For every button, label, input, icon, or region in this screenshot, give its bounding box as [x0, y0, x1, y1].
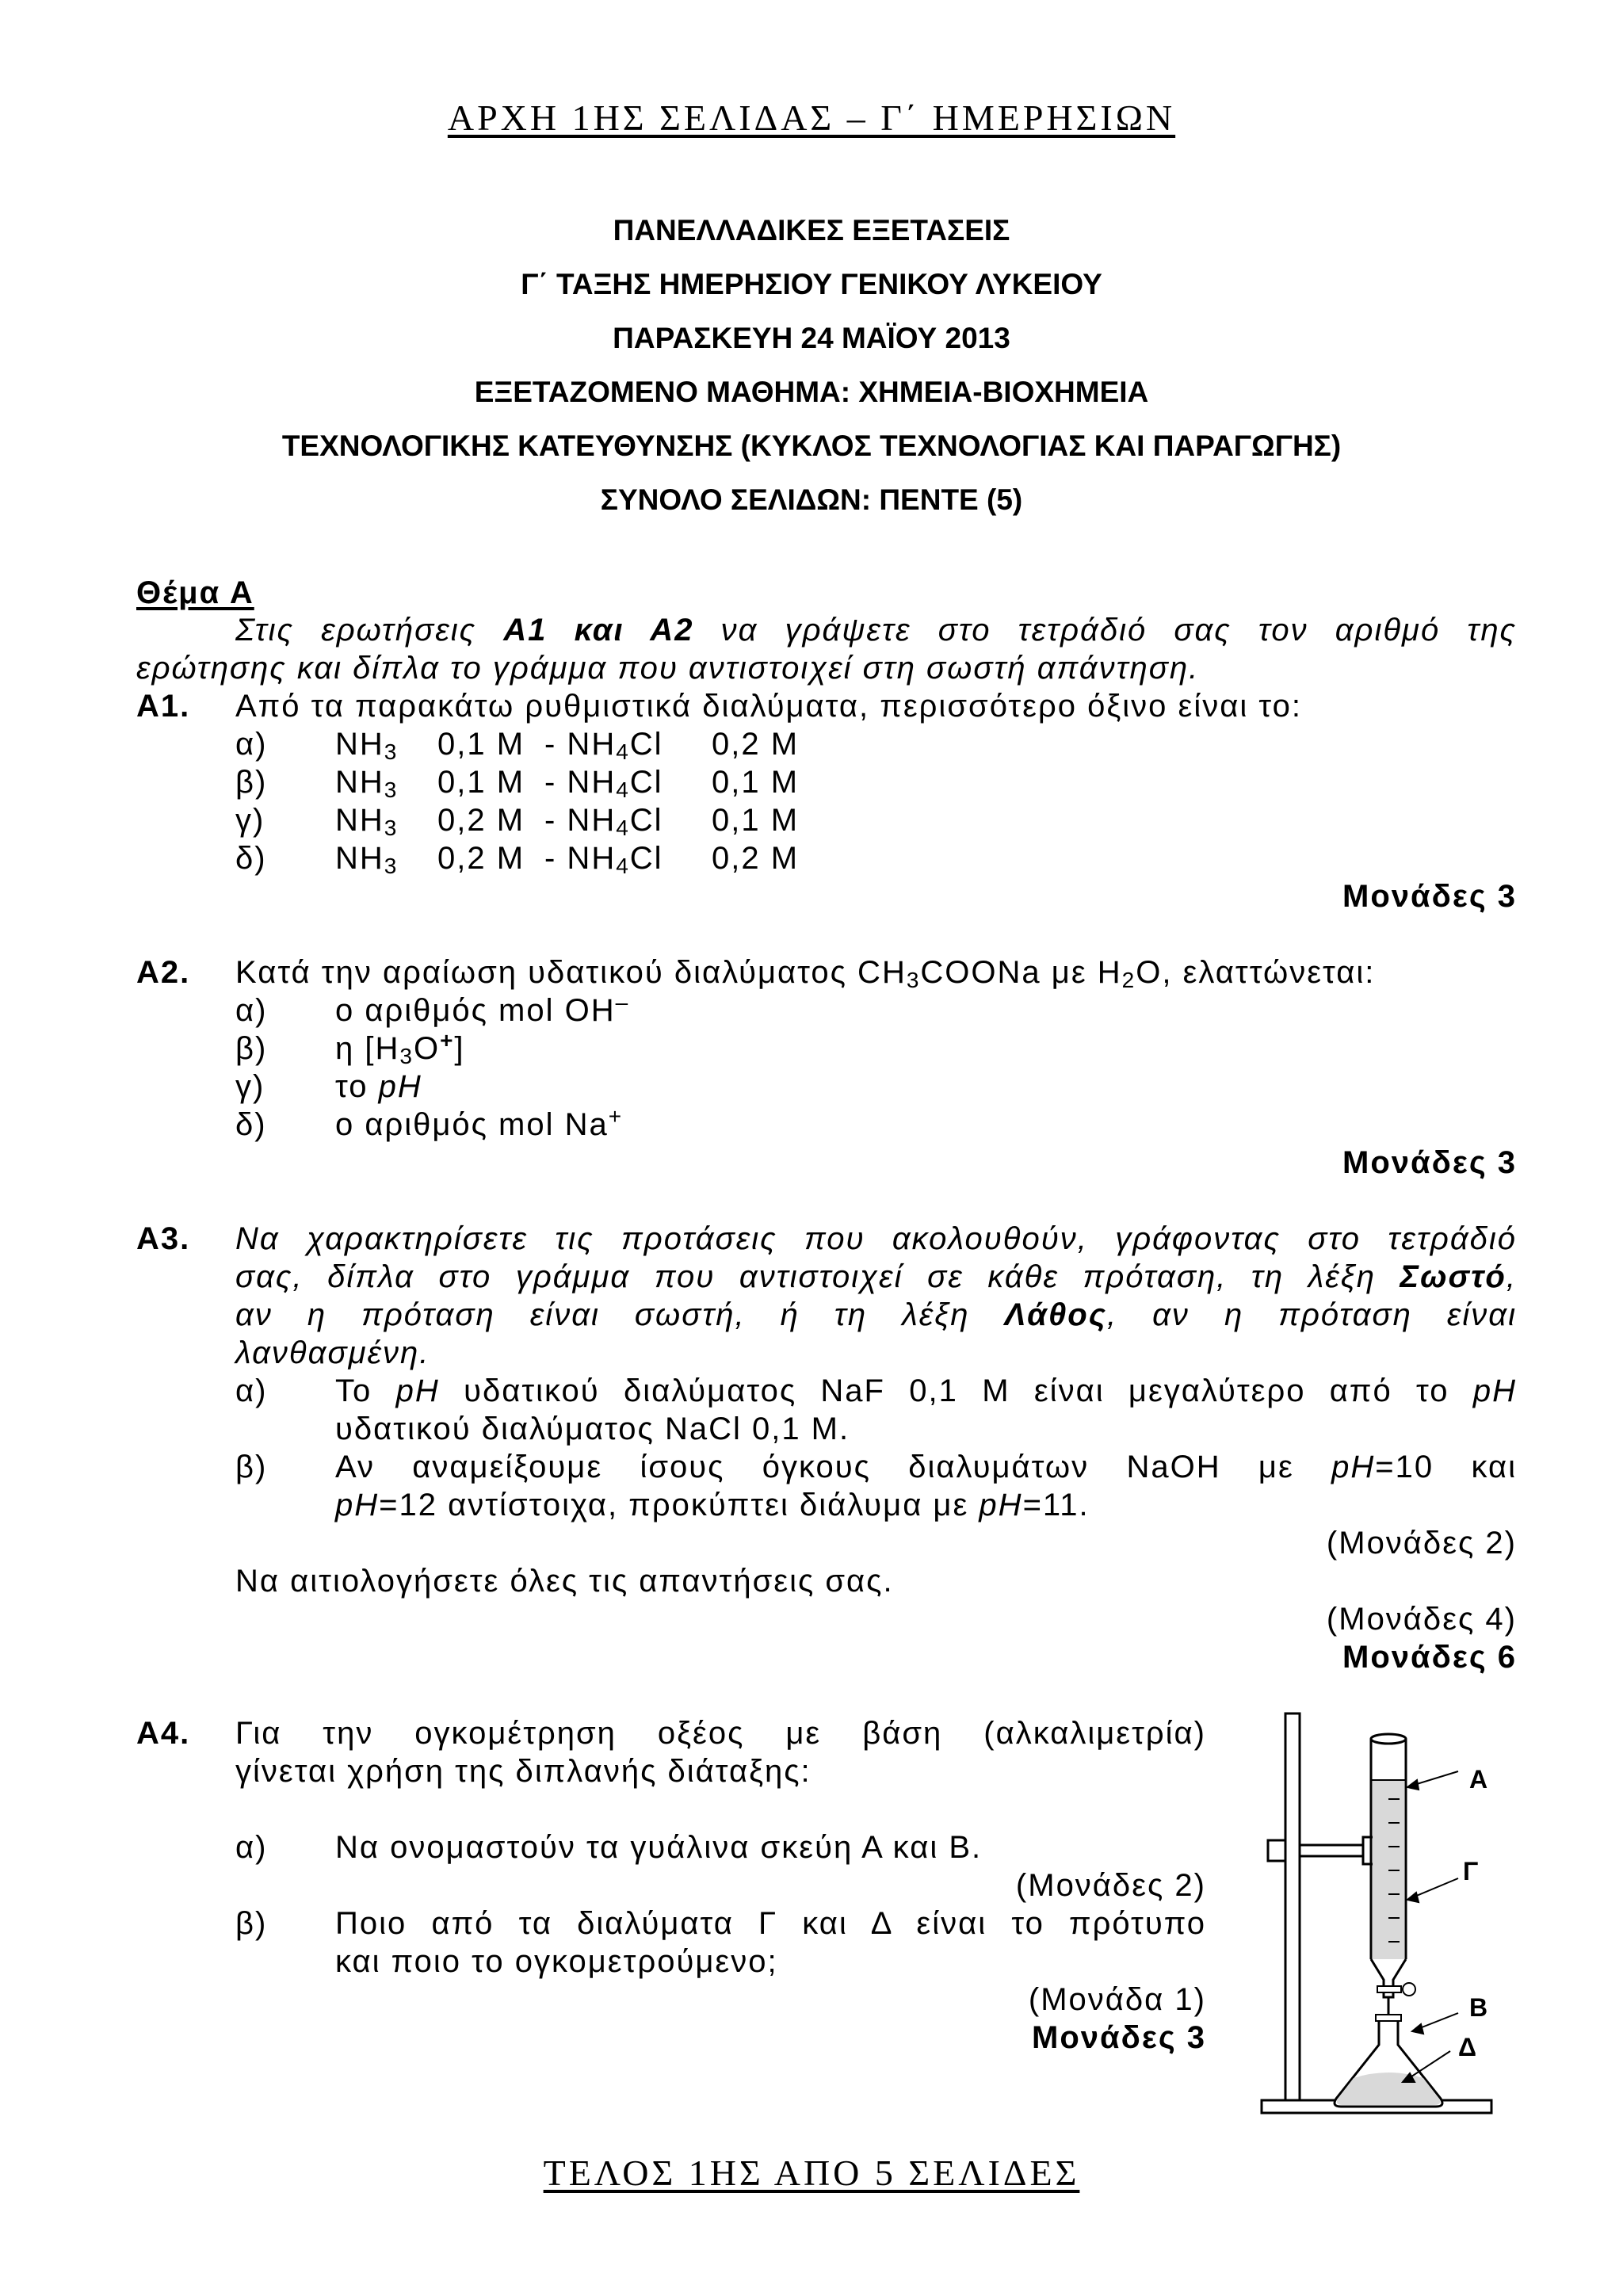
label-a: Α	[1469, 1765, 1488, 1794]
a2-option-a-letter: α)	[235, 993, 268, 1028]
a4-b-letter: β)	[235, 1906, 268, 1941]
a3-a-line-1: Το pH υδατικού διαλύματος NaF 0,1 M είναι μεγαλύτερο από το pH	[335, 1373, 1517, 1408]
label-b: Β	[1469, 1993, 1488, 2022]
a3-label: Α3.	[136, 1221, 191, 1256]
a4-label: Α4.	[136, 1716, 191, 1751]
a4-marks-a: (Μονάδες 2)	[1015, 1868, 1206, 1903]
a2-label: Α2.	[136, 955, 191, 990]
a3-line-1: Να χαρακτηρίσετε τις προτάσεις που ακολουθούν, γράφοντας στο τετράδιό	[235, 1221, 1517, 1256]
a2-option-c: το pH	[335, 1069, 422, 1104]
a2-option-a: ο αριθμός mol OH–	[335, 990, 630, 1028]
page-footer: ΤΕΛΟΣ 1ΗΣ ΑΠΟ 5 ΣΕΛΙΔΕΣ	[543, 2153, 1080, 2193]
a3-marks-b: (Μονάδες 4)	[1326, 1602, 1517, 1637]
a3-a-line-2: υδατικού διαλύματος NaCl 0,1 M.	[335, 1412, 850, 1446]
a4-line-2: γίνεται χρήση της διπλανής διάταξης:	[235, 1754, 812, 1789]
a3-a-letter: α)	[235, 1373, 268, 1408]
a4-b-line-1: Ποιο από τα διαλύματα Γ και Δ είναι το πρότυπο	[335, 1906, 1206, 1941]
a2-option-b-letter: β)	[235, 1031, 268, 1066]
a1-marks: Μονάδες 3	[1342, 879, 1517, 914]
page-header: ΑΡΧΗ 1ΗΣ ΣΕΛΙΔΑΣ – Γ΄ ΗΜΕΡΗΣΙΩΝ	[447, 97, 1176, 138]
burette	[1371, 1734, 1415, 2021]
arrows	[1403, 1771, 1458, 2082]
a3-justify: Να αιτιολογήσετε όλες τις απαντήσεις σας.	[235, 1564, 894, 1599]
a4-marks-b: (Μονάδα 1)	[1028, 1982, 1206, 2017]
a2-option-b: η $[H_3O^+]$	[335, 1028, 465, 1068]
stand-rod	[1285, 1713, 1300, 2110]
a2-question: Κατά την αραίωση υδατικού διαλύματος $CH_3COONa$ με $H_2O$, ελαττώνεται:	[235, 955, 1376, 992]
label-d: Δ	[1458, 2033, 1476, 2061]
a4-a-letter: α)	[235, 1830, 268, 1865]
a3-b-line-1: Αν αναμείξουμε ίσους όγκους διαλυμάτων NaOH με pH=10 και	[335, 1450, 1517, 1484]
a2-option-d: ο αριθμός mol Na+	[335, 1104, 624, 1142]
a3-marks: Μονάδες 6	[1342, 1640, 1517, 1675]
a4-b-line-2: και ποιο το ογκομετρούμενο;	[335, 1944, 778, 1979]
conical-flask	[1335, 2015, 1442, 2107]
a3-line-4: λανθασμένη.	[235, 1335, 430, 1370]
title-line-4: ΕΞΕΤΑΖΟΜΕΝΟ ΜΑΘΗΜΑ: ΧΗΜΕΙΑ-ΒΙΟΧΗΜΕΙΑ	[474, 376, 1149, 408]
title-line-1: ΠΑΝΕΛΛΑΔΙΚΕΣ ΕΞΕΤΑΣΕΙΣ	[613, 214, 1010, 246]
a4-a-text: Να ονομαστούν τα γυάλινα σκεύη Α και Β.	[335, 1830, 983, 1865]
burette-clamp	[1268, 1837, 1374, 1864]
title-line-5: ΤΕΧΝΟΛΟΓΙΚΗΣ ΚΑΤΕΥΘΥΝΣΗΣ (ΚΥΚΛΟΣ ΤΕΧΝΟΛΟΓΙΑΣ ΚΑΙ ΠΑΡΑΓΩΓΗΣ)	[281, 430, 1342, 462]
a1-question: Από τα παρακάτω ρυθμιστικά διαλύματα, περισσότερο όξινο είναι το:	[235, 689, 1302, 724]
theme-heading: Θέμα Α	[136, 575, 254, 610]
theme-intro-line2: ερώτησης και δίπλα το γράμμα που αντιστοιχεί στη σωστή απάντηση.	[136, 651, 1200, 686]
a2-option-d-letter: δ)	[235, 1107, 267, 1142]
a3-b-line-2: pH=12 αντίστοιχα, προκύπτει διάλυμα με pH=11.	[335, 1488, 1090, 1522]
a3-line-3: αν η πρόταση είναι σωστή, ή τη λέξη Λάθος, αν η πρόταση είναι	[235, 1297, 1518, 1332]
title-line-3: ΠΑΡΑΣΚΕΥΗ 24 ΜΑΪΟΥ 2013	[613, 322, 1010, 354]
a3-marks-a: (Μονάδες 2)	[1326, 1526, 1517, 1561]
a4-line-1: Για την ογκομέτρηση οξέος με βάση (αλκαλιμετρία)	[235, 1716, 1206, 1751]
label-g: Γ	[1463, 1857, 1479, 1885]
a2-option-c-letter: γ)	[235, 1069, 265, 1104]
title-line-6: ΣΥΝΟΛΟ ΣΕΛΙΔΩΝ: ΠΕΝΤΕ (5)	[600, 483, 1023, 516]
theme-intro-line1: Στις ερωτήσεις Α1 και Α2 να γράψετε στο τετράδιό σας τον αριθμό της	[235, 613, 1517, 648]
a4-marks: Μονάδες 3	[1032, 2020, 1206, 2055]
a2-marks: Μονάδες 3	[1342, 1145, 1517, 1180]
a3-b-letter: β)	[235, 1450, 268, 1484]
titration-apparatus-figure	[1220, 1704, 1522, 2132]
a1-label: Α1.	[136, 689, 191, 724]
title-line-2: Γ΄ ΤΑΞΗΣ ΗΜΕΡΗΣΙΟΥ ΓΕΝΙΚΟΥ ΛΥΚΕΙΟΥ	[521, 268, 1102, 300]
a3-line-2: σας, δίπλα στο γράμμα που αντιστοιχεί σε κάθε πρόταση, τη λέξη Σωστό,	[235, 1259, 1517, 1294]
